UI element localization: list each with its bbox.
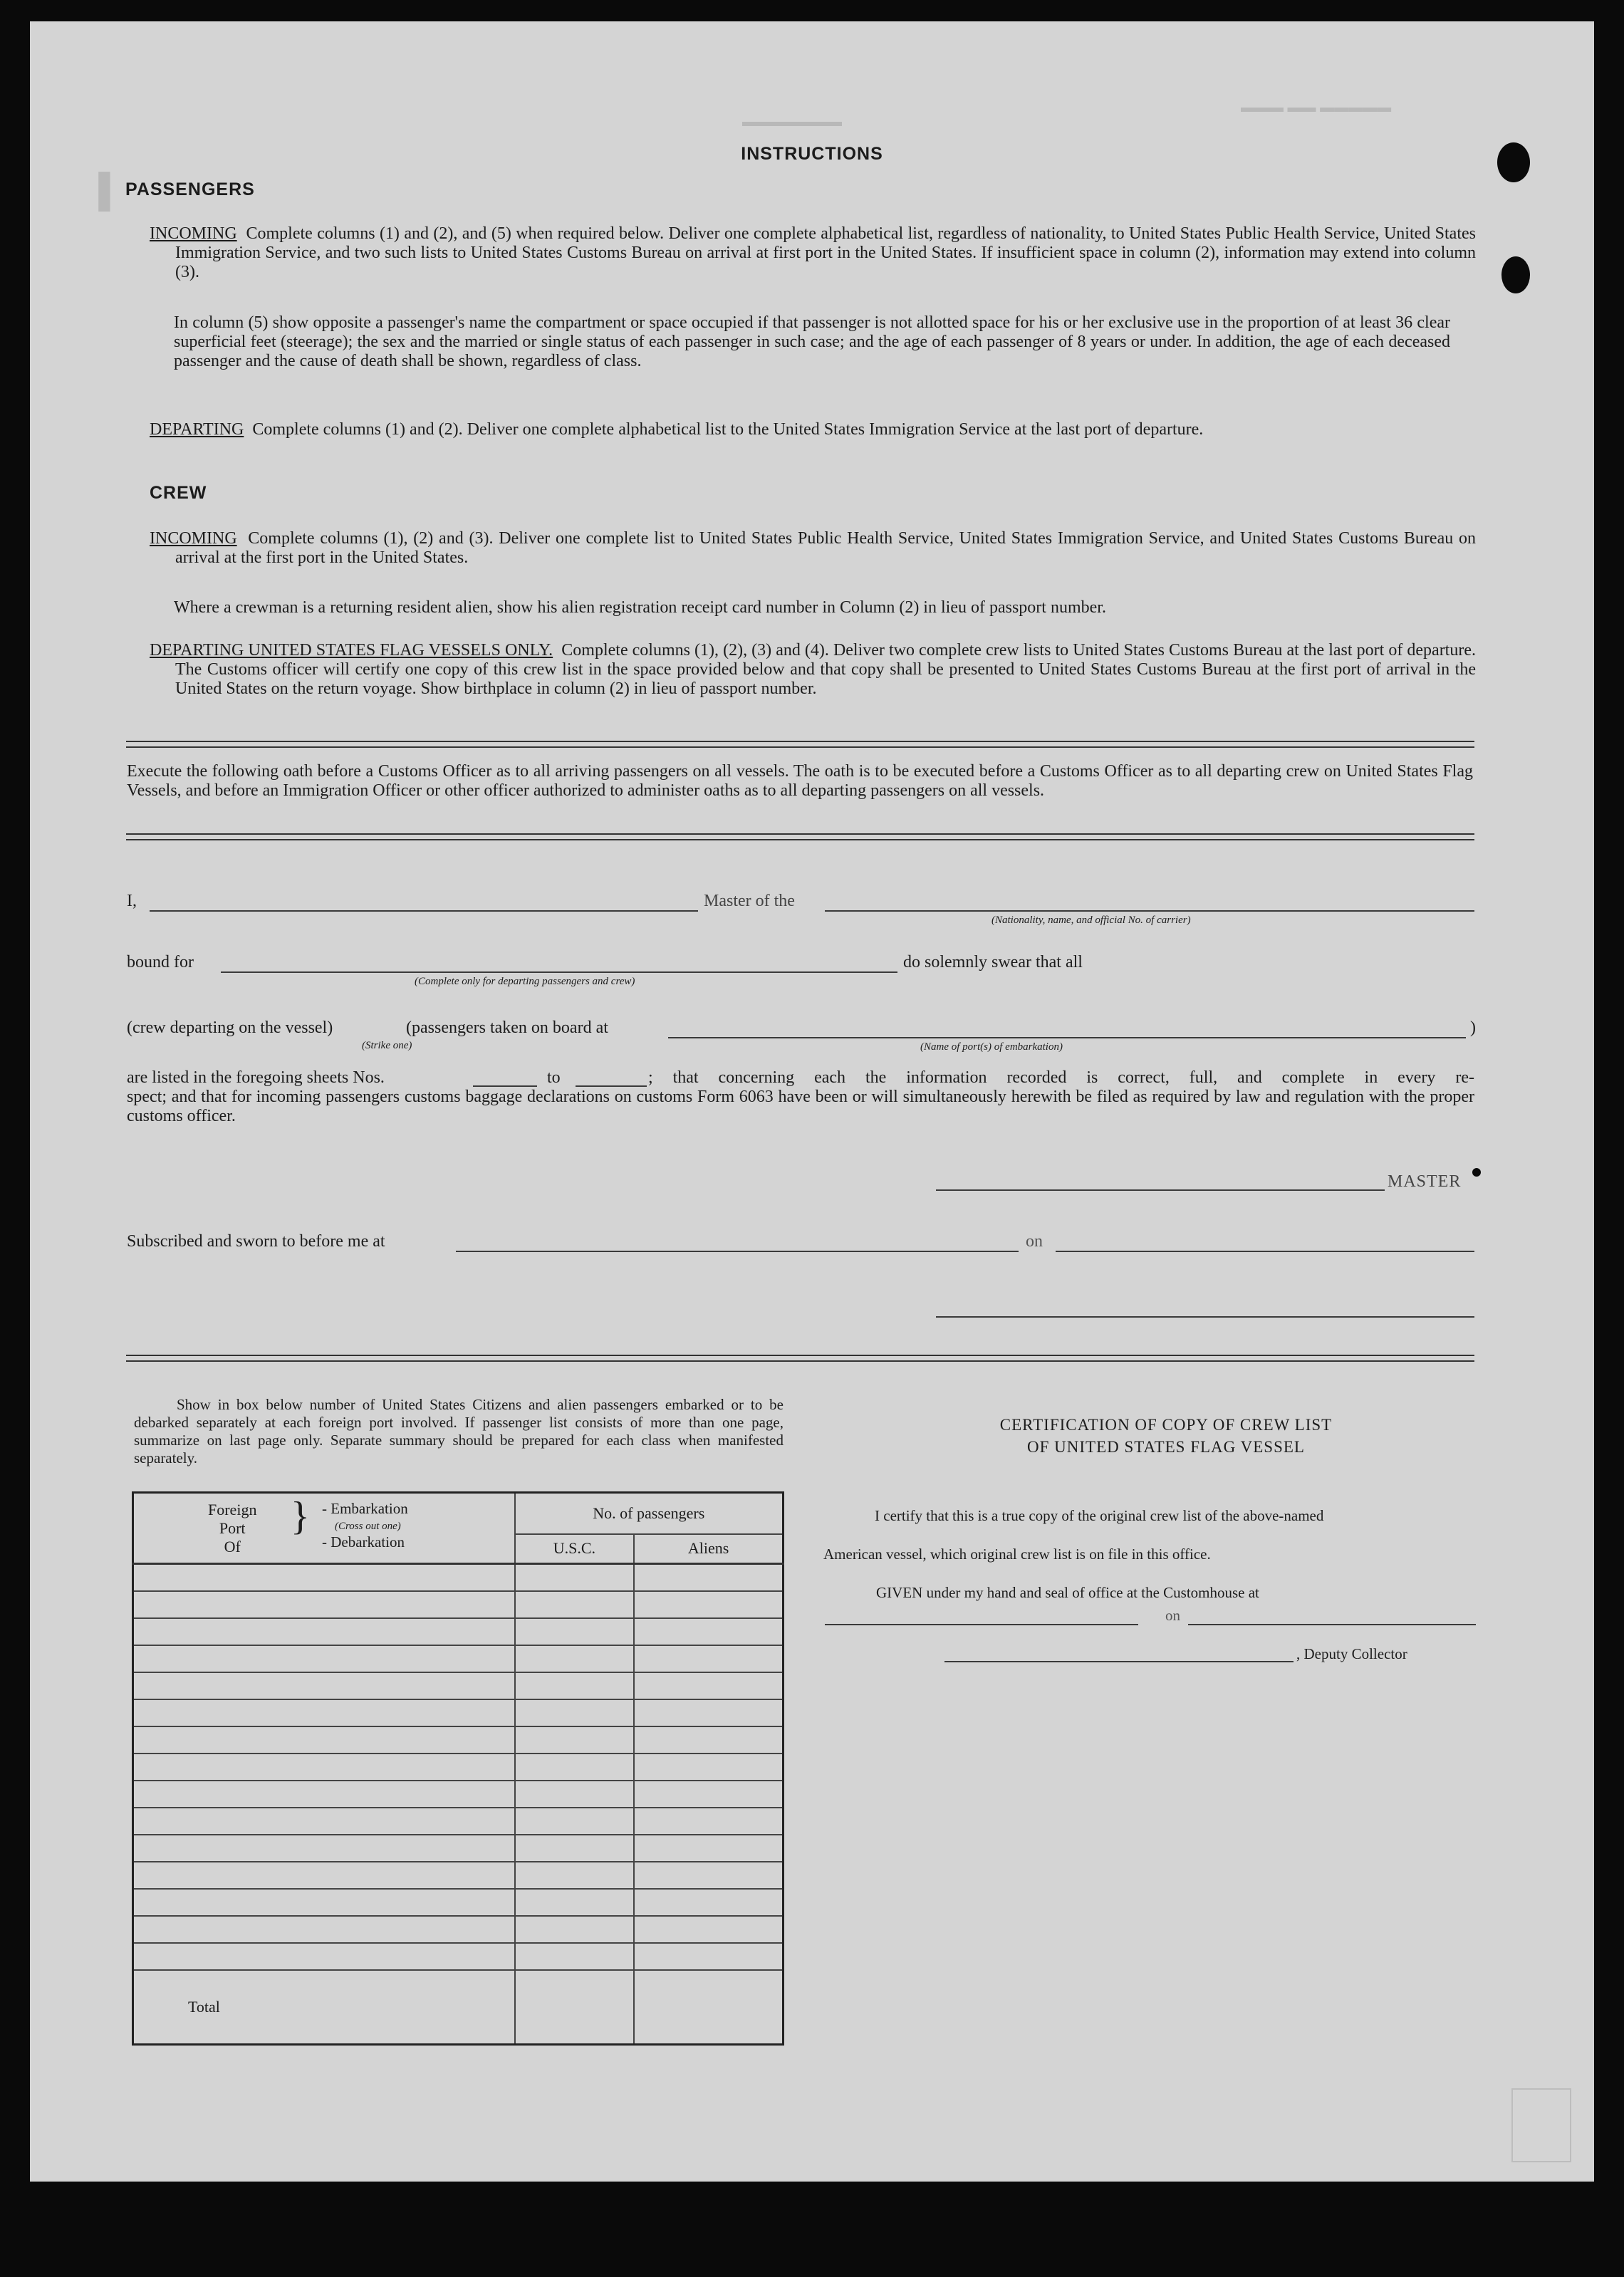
brace: } bbox=[291, 1494, 310, 1538]
aliens-cell[interactable] bbox=[634, 1808, 783, 1835]
aliens-total-cell[interactable] bbox=[634, 1970, 783, 2045]
oath-rest-first-line: ; that concerning each the information recorded is correct, full, and complete in every re- bbox=[648, 1068, 1474, 1087]
aliens-cell[interactable] bbox=[634, 1645, 783, 1672]
aliens-cell[interactable] bbox=[634, 1699, 783, 1726]
aliens-cell[interactable] bbox=[634, 1618, 783, 1645]
aliens-header: Aliens bbox=[634, 1534, 783, 1564]
sworn-place-field[interactable] bbox=[456, 1251, 1019, 1252]
bound-for-label: bound for bbox=[127, 953, 194, 971]
port-label: Port bbox=[219, 1519, 246, 1537]
passengers-taken-option: (passengers taken on board at bbox=[406, 1018, 608, 1037]
crew-departing-option: (crew departing on the vessel) bbox=[127, 1018, 333, 1037]
crew-incoming-label: INCOMING bbox=[150, 529, 237, 548]
port-cell[interactable] bbox=[133, 1591, 515, 1618]
close-paren: ) bbox=[1470, 1018, 1476, 1037]
crew-incoming-paragraph bbox=[150, 529, 1476, 568]
foreign-label: Foreign bbox=[208, 1501, 257, 1518]
incoming-text: Complete columns (1) and (2), and (5) when required below. Deliver one complete alphabetical list, regardless of nationality, to United States Public Health Service, United States Immigration Service, and two such lists to United States Customs Bureau on arrival at first port in the United States. If insufficient space in column (2), information may extend into column (3). bbox=[175, 224, 1476, 281]
ports-caption: (Name of port(s) of embarkation) bbox=[920, 1041, 1063, 1053]
port-cell[interactable] bbox=[133, 1699, 515, 1726]
given-text: GIVEN under my hand and seal of office at the Customhouse at bbox=[876, 1584, 1259, 1601]
cross-out-label: (Cross out one) bbox=[335, 1521, 401, 1532]
incoming-label: INCOMING bbox=[150, 224, 237, 243]
port-cell[interactable] bbox=[133, 1916, 515, 1943]
certification-title-line2: OF UNITED STATES FLAG VESSEL bbox=[1027, 1438, 1305, 1456]
usc-cell[interactable] bbox=[515, 1781, 635, 1808]
punch-hole bbox=[1501, 256, 1530, 293]
certification-title bbox=[856, 1414, 1476, 1458]
usc-header: U.S.C. bbox=[515, 1534, 635, 1564]
aliens-cell[interactable] bbox=[634, 1889, 783, 1916]
swear-label: do solemnly swear that all bbox=[903, 953, 1083, 971]
oath-instructions: Execute the following oath before a Customs Officer as to all arriving passengers on all vessels. The oath is to be executed before a Customs Officer as to all departing crew on United States Flag Vessels, and before an Immigration Officer or other officer authorized to administer oaths as to all departing passengers on all vessels. bbox=[127, 762, 1473, 800]
aliens-cell[interactable] bbox=[634, 1564, 783, 1591]
certify-text-2: American vessel, which original crew list is on file in this office. bbox=[823, 1546, 1211, 1563]
port-cell[interactable] bbox=[133, 1889, 515, 1916]
port-cell[interactable] bbox=[133, 1754, 515, 1781]
port-cell[interactable] bbox=[133, 1672, 515, 1699]
page-stamp-box bbox=[1511, 2088, 1571, 2162]
usc-cell[interactable] bbox=[515, 1754, 635, 1781]
sheet-from-field[interactable] bbox=[473, 1085, 537, 1087]
section-divider bbox=[126, 741, 1474, 748]
bound-for-field[interactable] bbox=[221, 971, 897, 973]
usc-cell[interactable] bbox=[515, 1645, 635, 1672]
master-name-field[interactable] bbox=[150, 910, 698, 912]
passengers-incoming-paragraph bbox=[150, 224, 1476, 282]
aliens-cell[interactable] bbox=[634, 1835, 783, 1862]
cert-date-field[interactable] bbox=[1188, 1624, 1476, 1625]
bound-for-caption: (Complete only for departing passengers and crew) bbox=[415, 976, 635, 987]
resident-alien-paragraph: Where a crewman is a returning resident alien, show his alien registration receipt card number in Column (2) in lieu of passport number. bbox=[174, 598, 1106, 617]
departing-label: DEPARTING bbox=[150, 420, 244, 439]
passenger-summary-table bbox=[132, 1491, 784, 2046]
embarkation-ports-field[interactable] bbox=[668, 1037, 1466, 1038]
crew-departing-text: Complete columns (1), (2), (3) and (4). Deliver two complete crew lists to United States Customs Bureau at the last port of departure. The Customs officer will certify one copy of this crew list in the space provided below and that copy shall be presented to United States Customs Bureau at the first port of arrival in the United States on the return voyage. Show birthplace in column (2) in lieu of passport number. bbox=[175, 641, 1476, 698]
departing-text: Complete columns (1) and (2). Deliver one complete alphabetical list to the United States Immigration Service at the last port of departure. bbox=[252, 420, 1204, 439]
deputy-collector-label: , Deputy Collector bbox=[1296, 1645, 1407, 1662]
crew-incoming-text: Complete columns (1), (2) and (3). Deliver one complete list to United States Public Health Service, United States Immigration Service, and United States Customs Bureau on arrival at the first port in the United States. bbox=[175, 529, 1477, 567]
aliens-cell[interactable] bbox=[634, 1754, 783, 1781]
total-label: Total bbox=[133, 1970, 515, 2045]
usc-cell[interactable] bbox=[515, 1618, 635, 1645]
usc-cell[interactable] bbox=[515, 1943, 635, 1970]
usc-total-cell[interactable] bbox=[515, 1970, 635, 2045]
deputy-signature-field[interactable] bbox=[944, 1661, 1294, 1662]
section-divider bbox=[126, 1355, 1474, 1362]
passengers-departing-paragraph bbox=[150, 420, 1476, 439]
port-cell[interactable] bbox=[133, 1943, 515, 1970]
sworn-date-field[interactable] bbox=[1056, 1251, 1474, 1252]
summary-note: Show in box below number of United States Citizens and alien passengers embarked or to be debarked separately at each foreign port involved. If passenger list consists of more than one page, summarize on last page only. Separate summary should be prepared for each class when manifested separately. bbox=[134, 1396, 784, 1466]
master-label: MASTER bbox=[1388, 1172, 1462, 1191]
customhouse-field[interactable] bbox=[825, 1624, 1138, 1625]
of-label: Of bbox=[224, 1538, 241, 1556]
debarkation-label: - Debarkation bbox=[322, 1533, 405, 1551]
aliens-cell[interactable] bbox=[634, 1672, 783, 1699]
aliens-cell[interactable] bbox=[634, 1943, 783, 1970]
crew-departing-label: DEPARTING UNITED STATES FLAG VESSELS ONLY. bbox=[150, 641, 553, 660]
port-cell[interactable] bbox=[133, 1726, 515, 1754]
port-cell[interactable] bbox=[133, 1564, 515, 1591]
passengers-heading: PASSENGERS bbox=[125, 179, 255, 199]
port-header-cell bbox=[133, 1493, 515, 1564]
document-page bbox=[30, 21, 1594, 2182]
usc-cell[interactable] bbox=[515, 1699, 635, 1726]
strike-one-caption: (Strike one) bbox=[362, 1040, 412, 1051]
certify-text: I certify that this is a true copy of the original crew list of the above-named bbox=[875, 1507, 1324, 1524]
port-cell[interactable] bbox=[133, 1781, 515, 1808]
usc-cell[interactable] bbox=[515, 1564, 635, 1591]
ink-speck bbox=[1472, 1168, 1481, 1177]
column5-paragraph: In column (5) show opposite a passenger's name the compartment or space occupied if that passenger is not allotted space for his or her exclusive use in the proportion of at least 36 clear superficial feet (steerage); the sex and the married or single status of each passenger in such case; and the age of each passenger of 8 years or under. In addition, the age of each deceased passenger and the cause of death shall be shown, regardless of class. bbox=[174, 313, 1450, 370]
embarkation-label: - Embarkation bbox=[322, 1500, 408, 1517]
aliens-cell[interactable] bbox=[634, 1916, 783, 1943]
to-label: to bbox=[547, 1068, 561, 1087]
officer-signature-field[interactable] bbox=[936, 1316, 1474, 1318]
oath-i-label: I, bbox=[127, 892, 137, 910]
bleed-through-mark: ▐ bbox=[87, 172, 110, 209]
no-passengers-header: No. of passengers bbox=[515, 1493, 784, 1534]
usc-cell[interactable] bbox=[515, 1808, 635, 1835]
subscribed-label: Subscribed and sworn to before me at bbox=[127, 1232, 385, 1251]
aliens-cell[interactable] bbox=[634, 1781, 783, 1808]
bleed-through-mark: ▬▬▬ ▬▬ ▬▬▬▬▬ bbox=[1241, 100, 1392, 115]
sheet-to-field[interactable] bbox=[576, 1085, 647, 1087]
usc-cell[interactable] bbox=[515, 1591, 635, 1618]
sworn-on-label: on bbox=[1026, 1232, 1043, 1251]
usc-cell[interactable] bbox=[515, 1916, 635, 1943]
usc-cell[interactable] bbox=[515, 1889, 635, 1916]
usc-cell[interactable] bbox=[515, 1862, 635, 1889]
aliens-cell[interactable] bbox=[634, 1726, 783, 1754]
usc-cell[interactable] bbox=[515, 1726, 635, 1754]
oath-rest: spect; and that for incoming passengers customs baggage declarations on customs Form 6063 have been or will simultaneously herewith be filed as required by law and regulation with the proper customs officer. bbox=[127, 1088, 1474, 1125]
port-cell[interactable] bbox=[133, 1808, 515, 1835]
port-cell[interactable] bbox=[133, 1835, 515, 1862]
carrier-caption: (Nationality, name, and official No. of carrier) bbox=[991, 915, 1191, 926]
crew-heading: CREW bbox=[150, 483, 207, 503]
usc-cell[interactable] bbox=[515, 1835, 635, 1862]
port-cell[interactable] bbox=[133, 1645, 515, 1672]
section-divider bbox=[126, 833, 1474, 840]
port-cell[interactable] bbox=[133, 1618, 515, 1645]
master-of-label: Master of the bbox=[704, 892, 795, 910]
aliens-cell[interactable] bbox=[634, 1862, 783, 1889]
master-signature-field[interactable] bbox=[936, 1189, 1385, 1191]
listed-label: are listed in the foregoing sheets Nos. bbox=[127, 1068, 385, 1087]
bleed-through-mark: ▬▬▬▬▬▬▬ bbox=[742, 114, 842, 130]
carrier-field[interactable] bbox=[825, 910, 1474, 912]
certification-title-line1: CERTIFICATION OF COPY OF CREW LIST bbox=[999, 1416, 1333, 1434]
aliens-cell[interactable] bbox=[634, 1591, 783, 1618]
page-title: INSTRUCTIONS bbox=[741, 144, 883, 164]
cert-on-label: on bbox=[1165, 1607, 1180, 1624]
usc-cell[interactable] bbox=[515, 1672, 635, 1699]
crew-departing-paragraph bbox=[150, 641, 1476, 699]
port-cell[interactable] bbox=[133, 1862, 515, 1889]
